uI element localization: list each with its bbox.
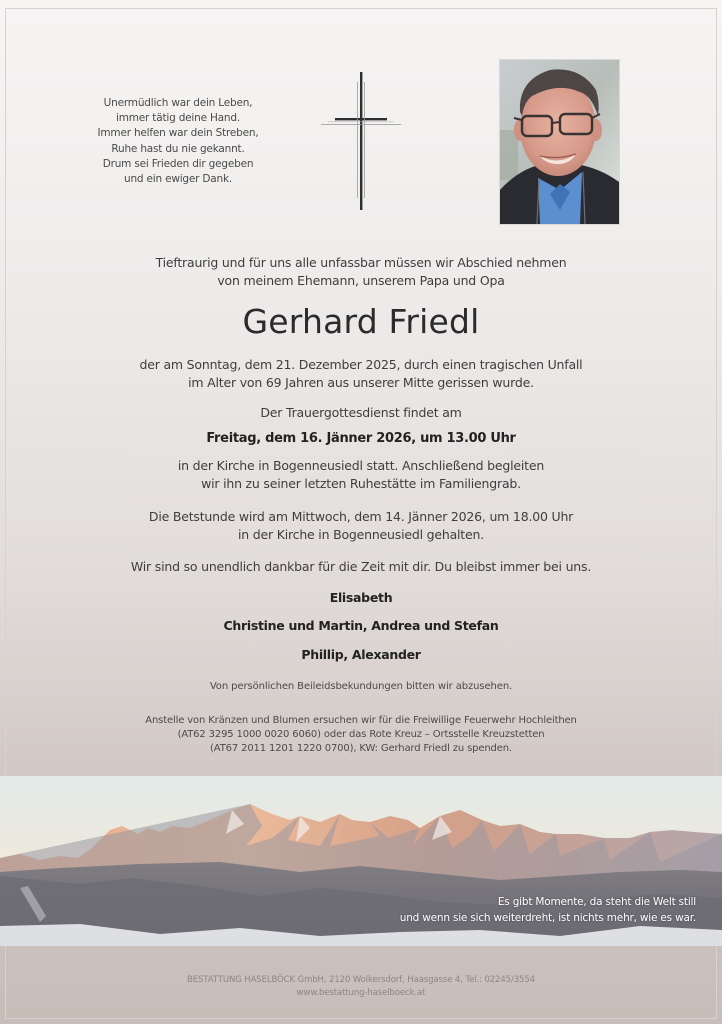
donation-line: (AT67 2011 1201 1220 0700), KW: Gerhard Friedl zu spenden.: [210, 743, 512, 754]
poem-line: immer tätig deine Hand.: [116, 112, 240, 125]
poem-line: Immer helfen war dein Streben,: [97, 127, 259, 140]
death-line: der am Sonntag, dem 21. Dezember 2025, durch einen tragischen Unfall: [139, 357, 583, 372]
mourner-line: Phillip, Alexander: [301, 647, 421, 662]
donation-line: (AT62 3295 1000 0020 6060) oder das Rote Kreuz – Ortsstelle Kreuzstetten: [177, 729, 545, 740]
quote-line: und wenn sie sich weiterdreht, ist nichts mehr, wie es war.: [399, 912, 696, 924]
intro-line: von meinem Ehemann, unserem Papa und Opa: [217, 273, 505, 288]
service-place-line: in der Kirche in Bogenneusiedl statt. Anschließend begleiten: [177, 458, 545, 473]
intro-line: Tieftraurig und für uns alle unfassbar müssen wir Abschied nehmen: [155, 255, 567, 270]
footer: [0, 974, 722, 1000]
service-place: [0, 457, 722, 493]
mourner-line: Elisabeth: [329, 590, 393, 605]
footer-company: BESTATTUNG HASELBÖCK GmbH, 2120 Wolkersdorf, Haasgasse 4, Tel.: 02245/3554: [187, 975, 535, 985]
poem: [88, 96, 268, 187]
prayer-line: Die Betstunde wird am Mittwoch, dem 14. Jänner 2026, um 18.00 Uhr: [148, 509, 574, 524]
prayer-hour: [0, 508, 722, 544]
quote-line: Es gibt Momente, da steht die Welt still: [497, 896, 696, 908]
prayer-line: in der Kirche in Bogenneusiedl gehalten.: [238, 527, 484, 542]
mourner-line: Christine und Martin, Andrea und Stefan: [223, 618, 499, 633]
service-lead: Der Trauergottesdienst findet am: [260, 405, 462, 420]
intro-text: [0, 254, 722, 290]
thanks-text: Wir sind so unendlich dankbar für die Zeit mit dir. Du bleibst immer bei uns.: [130, 559, 592, 574]
cross-icon: [318, 70, 404, 212]
deceased-name: Gerhard Friedl: [242, 302, 480, 341]
landscape-quote: [400, 894, 696, 926]
donation-line: Anstelle von Kränzen und Blumen ersuchen wir für die Freiwillige Feuerwehr Hochleithen: [145, 715, 577, 726]
condolence-note: Von persönlichen Beileidsbekundungen bitten wir abzusehen.: [209, 681, 513, 692]
poem-line: Drum sei Frieden dir gegeben: [102, 157, 254, 170]
footer-website[interactable]: www.bestattung-haselboeck.at: [296, 988, 426, 998]
death-notice: [0, 356, 722, 392]
service-place-line: wir ihn zu seiner letzten Ruhestätte im Familiengrab.: [201, 476, 521, 491]
poem-line: und ein ewiger Dank.: [123, 173, 233, 186]
service-date: Freitag, dem 16. Jänner 2026, um 13.00 Uhr: [206, 431, 516, 446]
donation-note: [0, 714, 722, 756]
poem-line: Ruhe hast du nie gekannt.: [111, 142, 245, 155]
poem-line: Unermüdlich war dein Leben,: [103, 97, 253, 109]
portrait-photo: [499, 59, 620, 225]
mountain-landscape-image: [0, 776, 722, 946]
death-line: im Alter von 69 Jahren aus unserer Mitte gerissen wurde.: [188, 375, 534, 390]
